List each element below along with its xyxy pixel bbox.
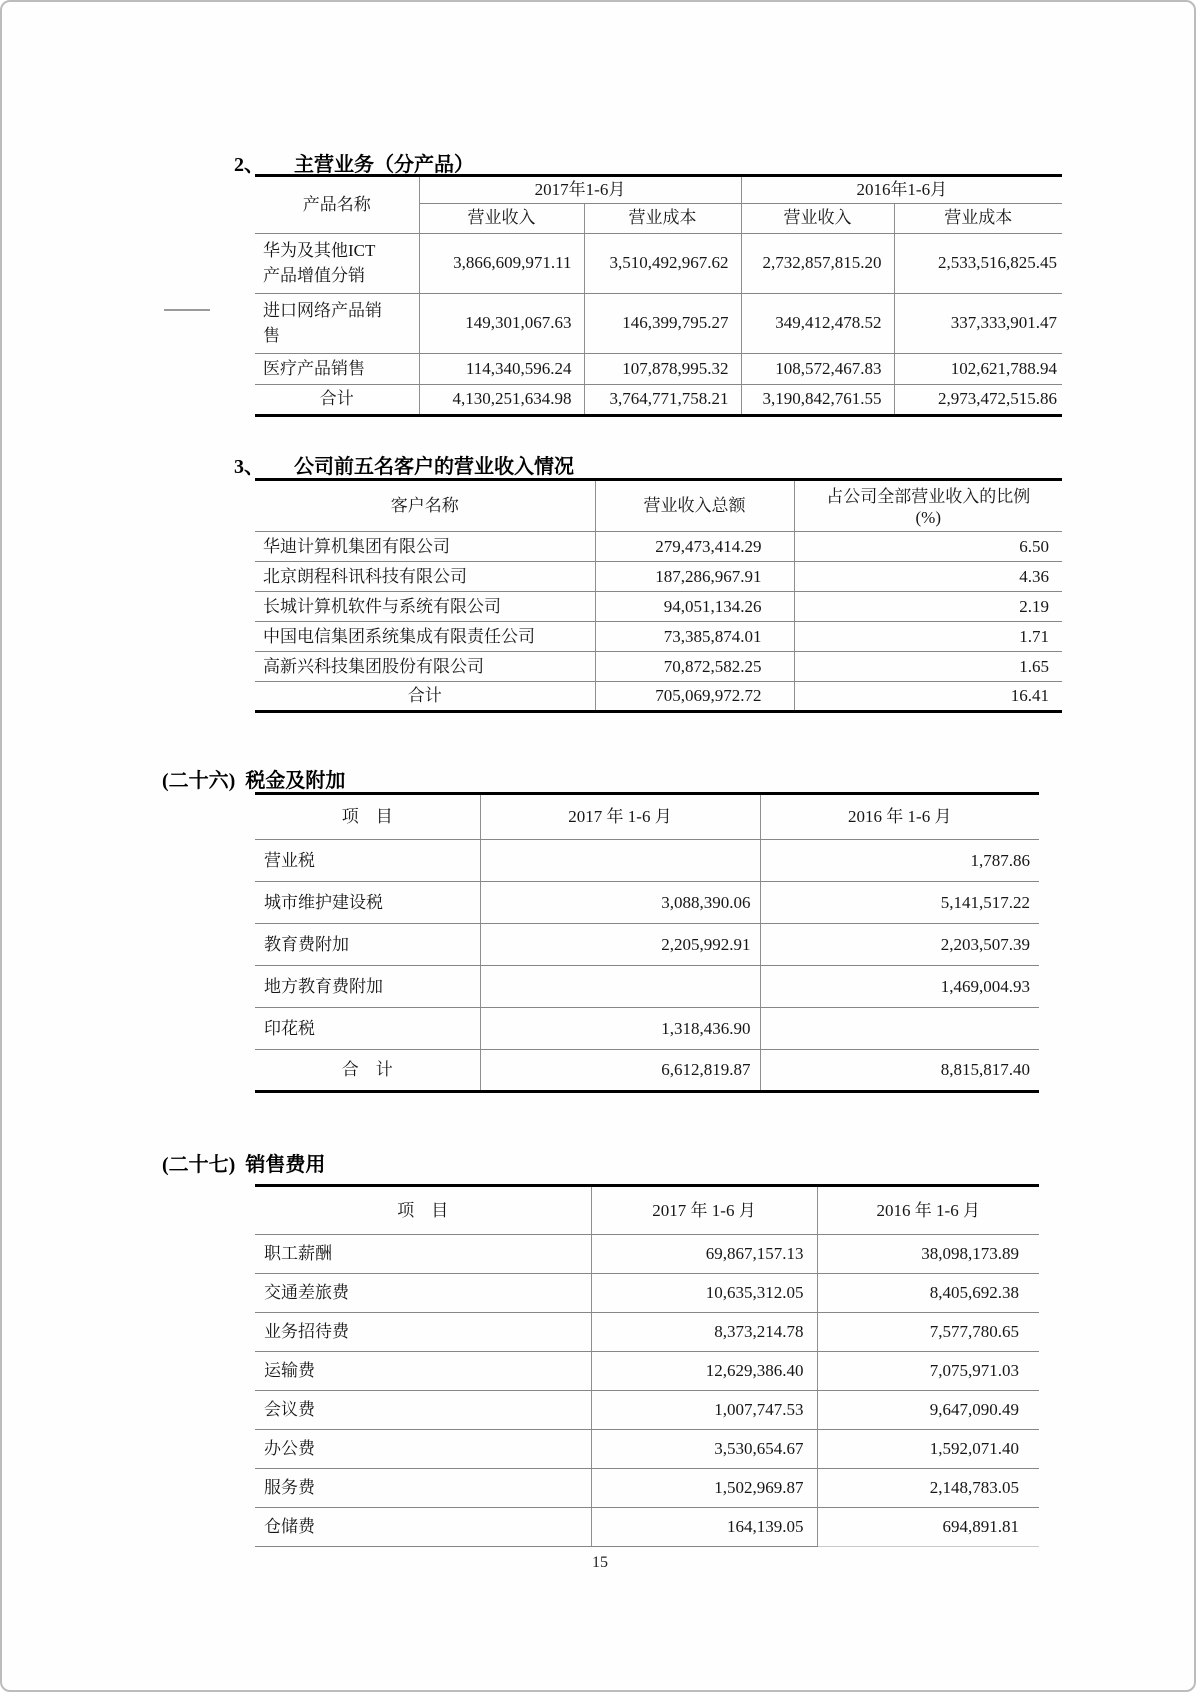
customer-revenue: 70,872,582.25 bbox=[595, 652, 794, 682]
margin-mark bbox=[164, 309, 210, 311]
table-row bbox=[255, 1508, 1039, 1547]
page-number: 15 bbox=[592, 1554, 608, 1571]
header-period-2017: 2017年1-6月 bbox=[419, 176, 741, 204]
expense-2017: 164,139.05 bbox=[591, 1508, 817, 1547]
expense-item-name: 业务招待费 bbox=[255, 1313, 591, 1352]
expense-item-name: 交通差旅费 bbox=[255, 1274, 591, 1313]
total-label: 合计 bbox=[255, 384, 419, 415]
tax-value-2016 bbox=[760, 1008, 1039, 1050]
table-total-row bbox=[255, 384, 1062, 415]
cost-2016: 102,621,788.94 bbox=[894, 353, 1062, 384]
tax-item-name: 印花税 bbox=[255, 1008, 480, 1050]
customer-revenue: 279,473,414.29 bbox=[595, 532, 794, 562]
expense-2016: 7,075,971.03 bbox=[817, 1352, 1039, 1391]
expense-item-name: 仓储费 bbox=[255, 1508, 591, 1547]
top-customers-table bbox=[255, 478, 1062, 713]
header-item: 项 目 bbox=[255, 794, 480, 840]
expense-2016: 8,405,692.38 bbox=[817, 1274, 1039, 1313]
section-27-heading bbox=[162, 1148, 325, 1177]
section-2-title: 主营业务（分产品） bbox=[294, 154, 474, 176]
table-row bbox=[255, 562, 1062, 592]
table-row bbox=[255, 293, 1062, 353]
tax-value-2016: 5,141,517.22 bbox=[760, 882, 1039, 924]
customer-percentage: 4.36 bbox=[794, 562, 1062, 592]
table-header-row bbox=[255, 480, 1062, 532]
total-revenue-2016: 3,190,842,761.55 bbox=[741, 384, 894, 415]
customer-revenue: 187,286,967.91 bbox=[595, 562, 794, 592]
tax-value-2017 bbox=[480, 966, 760, 1008]
table-row bbox=[255, 924, 1039, 966]
section-26-number: (二十六) bbox=[162, 770, 236, 792]
table-row bbox=[255, 840, 1039, 882]
customer-revenue: 73,385,874.01 bbox=[595, 622, 794, 652]
expense-2016: 9,647,090.49 bbox=[817, 1391, 1039, 1430]
cost-2017: 3,510,492,967.62 bbox=[584, 233, 741, 293]
section-26-title: 税金及附加 bbox=[245, 770, 346, 792]
table-row bbox=[255, 1391, 1039, 1430]
expense-item-name: 办公费 bbox=[255, 1430, 591, 1469]
header-2017: 2017 年 1-6 月 bbox=[480, 794, 760, 840]
table-row bbox=[255, 966, 1039, 1008]
cost-2017: 146,399,795.27 bbox=[584, 293, 741, 353]
product-name: 进口网络产品销售 bbox=[255, 293, 419, 353]
customer-percentage: 6.50 bbox=[794, 532, 1062, 562]
tax-item-name: 营业税 bbox=[255, 840, 480, 882]
expense-item-name: 会议费 bbox=[255, 1391, 591, 1430]
table-row bbox=[255, 233, 1062, 293]
section-27-number: (二十七) bbox=[162, 1154, 236, 1176]
tax-value-2017: 3,088,390.06 bbox=[480, 882, 760, 924]
customer-name: 高新兴科技集团股份有限公司 bbox=[255, 652, 595, 682]
expense-2016: 1,592,071.40 bbox=[817, 1430, 1039, 1469]
customer-percentage: 2.19 bbox=[794, 592, 1062, 622]
total-cost-2017: 3,764,771,758.21 bbox=[584, 384, 741, 415]
revenue-2017: 149,301,067.63 bbox=[419, 293, 584, 353]
revenue-2017: 3,866,609,971.11 bbox=[419, 233, 584, 293]
table-row bbox=[255, 1274, 1039, 1313]
expense-2016: 694,891.81 bbox=[817, 1508, 1039, 1547]
tax-value-2017: 1,318,436.90 bbox=[480, 1008, 760, 1050]
table-row bbox=[255, 652, 1062, 682]
table-row bbox=[255, 592, 1062, 622]
tax-value-2016: 1,787.86 bbox=[760, 840, 1039, 882]
expense-2017: 1,007,747.53 bbox=[591, 1391, 817, 1430]
tax-value-2016: 2,203,507.39 bbox=[760, 924, 1039, 966]
header-2017: 2017 年 1-6 月 bbox=[591, 1186, 817, 1235]
section-2-number: 2、 bbox=[234, 154, 264, 176]
header-cost-2017: 营业成本 bbox=[584, 203, 741, 233]
product-name: 医疗产品销售 bbox=[255, 353, 419, 384]
revenue-2016: 349,412,478.52 bbox=[741, 293, 894, 353]
header-2016: 2016 年 1-6 月 bbox=[760, 794, 1039, 840]
customer-percentage: 1.65 bbox=[794, 652, 1062, 682]
table-header-row bbox=[255, 1186, 1039, 1235]
expense-item-name: 运输费 bbox=[255, 1352, 591, 1391]
header-revenue-2017: 营业收入 bbox=[419, 203, 584, 233]
header-2016: 2016 年 1-6 月 bbox=[817, 1186, 1039, 1235]
section-3-number: 3、 bbox=[234, 456, 264, 478]
table-header-row bbox=[255, 794, 1039, 840]
table-total-row bbox=[255, 1050, 1039, 1092]
total-2016: 8,815,817.40 bbox=[940, 1060, 1030, 1080]
product-name: 华为及其他ICT产品增值分销 bbox=[255, 233, 419, 293]
section-27-title: 销售费用 bbox=[245, 1154, 326, 1176]
total-label: 合 计 bbox=[255, 1050, 480, 1092]
cost-2016: 337,333,901.47 bbox=[894, 293, 1062, 353]
product-revenue-table bbox=[255, 174, 1062, 417]
table-row bbox=[255, 353, 1062, 384]
table-header-row bbox=[255, 176, 1062, 204]
table-row bbox=[255, 1313, 1039, 1352]
revenue-2016: 108,572,467.83 bbox=[741, 353, 894, 384]
tax-value-2017: 2,205,992.91 bbox=[480, 924, 760, 966]
table-row bbox=[255, 1469, 1039, 1508]
table-row bbox=[255, 882, 1039, 924]
table-row bbox=[255, 622, 1062, 652]
total-2017: 6,612,819.87 bbox=[480, 1050, 760, 1092]
expense-2016: 2,148,783.05 bbox=[817, 1469, 1039, 1508]
total-revenue-2017: 4,130,251,634.98 bbox=[419, 384, 584, 415]
expense-item-name: 职工薪酬 bbox=[255, 1235, 591, 1274]
tax-item-name: 城市维护建设税 bbox=[255, 882, 480, 924]
table-row bbox=[255, 532, 1062, 562]
customer-revenue: 94,051,134.26 bbox=[595, 592, 794, 622]
header-item: 项 目 bbox=[255, 1186, 591, 1235]
expense-2017: 1,502,969.87 bbox=[591, 1469, 817, 1508]
customer-name: 中国电信集团系统集成有限责任公司 bbox=[255, 622, 595, 652]
tax-item-name: 教育费附加 bbox=[255, 924, 480, 966]
total-percentage: 16.41 bbox=[1010, 686, 1049, 706]
table-total-row bbox=[255, 682, 1062, 712]
table-row bbox=[255, 1235, 1039, 1274]
table-row bbox=[255, 1352, 1039, 1391]
table-row bbox=[255, 1008, 1039, 1050]
expense-item-name: 服务费 bbox=[255, 1469, 591, 1508]
table-row bbox=[255, 1430, 1039, 1469]
header-revenue-percentage bbox=[794, 480, 1062, 532]
header-revenue-percentage-line1: 占公司全部营业收入的比例 bbox=[826, 486, 1031, 506]
header-revenue-percentage-line2: (%) bbox=[915, 508, 941, 527]
tax-value-2017 bbox=[480, 840, 760, 882]
section-3-heading bbox=[234, 450, 574, 479]
tax-surcharge-table bbox=[255, 792, 1039, 1093]
header-cost-2016: 营业成本 bbox=[894, 203, 1062, 233]
revenue-2017: 114,340,596.24 bbox=[419, 353, 584, 384]
expense-2016: 38,098,173.89 bbox=[817, 1235, 1039, 1274]
total-label: 合计 bbox=[255, 682, 595, 712]
cost-2016: 2,533,516,825.45 bbox=[894, 233, 1062, 293]
expense-2017: 3,530,654.67 bbox=[591, 1430, 817, 1469]
total-cost-2016: 2,973,472,515.86 bbox=[938, 389, 1058, 409]
customer-name: 北京朗程科讯科技有限公司 bbox=[255, 562, 595, 592]
header-total-revenue: 营业收入总额 bbox=[595, 480, 794, 532]
expense-2017: 12,629,386.40 bbox=[591, 1352, 817, 1391]
header-product-name: 产品名称 bbox=[255, 176, 419, 234]
section-26-heading bbox=[162, 764, 345, 793]
cost-2017: 107,878,995.32 bbox=[584, 353, 741, 384]
customer-percentage: 1.71 bbox=[794, 622, 1062, 652]
revenue-2016: 2,732,857,815.20 bbox=[741, 233, 894, 293]
expense-2017: 10,635,312.05 bbox=[591, 1274, 817, 1313]
customer-name: 华迪计算机集团有限公司 bbox=[255, 532, 595, 562]
customer-name: 长城计算机软件与系统有限公司 bbox=[255, 592, 595, 622]
selling-expense-table bbox=[255, 1184, 1039, 1547]
section-3-title: 公司前五名客户的营业收入情况 bbox=[294, 456, 574, 478]
header-period-2016: 2016年1-6月 bbox=[741, 176, 1062, 204]
section-2-heading bbox=[234, 148, 474, 177]
total-revenue: 705,069,972.72 bbox=[595, 682, 794, 712]
header-revenue-2016: 营业收入 bbox=[741, 203, 894, 233]
expense-2016: 7,577,780.65 bbox=[817, 1313, 1039, 1352]
expense-2017: 8,373,214.78 bbox=[591, 1313, 817, 1352]
header-customer-name: 客户名称 bbox=[255, 480, 595, 532]
tax-value-2016: 1,469,004.93 bbox=[760, 966, 1039, 1008]
expense-2017: 69,867,157.13 bbox=[591, 1235, 817, 1274]
tax-item-name: 地方教育费附加 bbox=[255, 966, 480, 1008]
